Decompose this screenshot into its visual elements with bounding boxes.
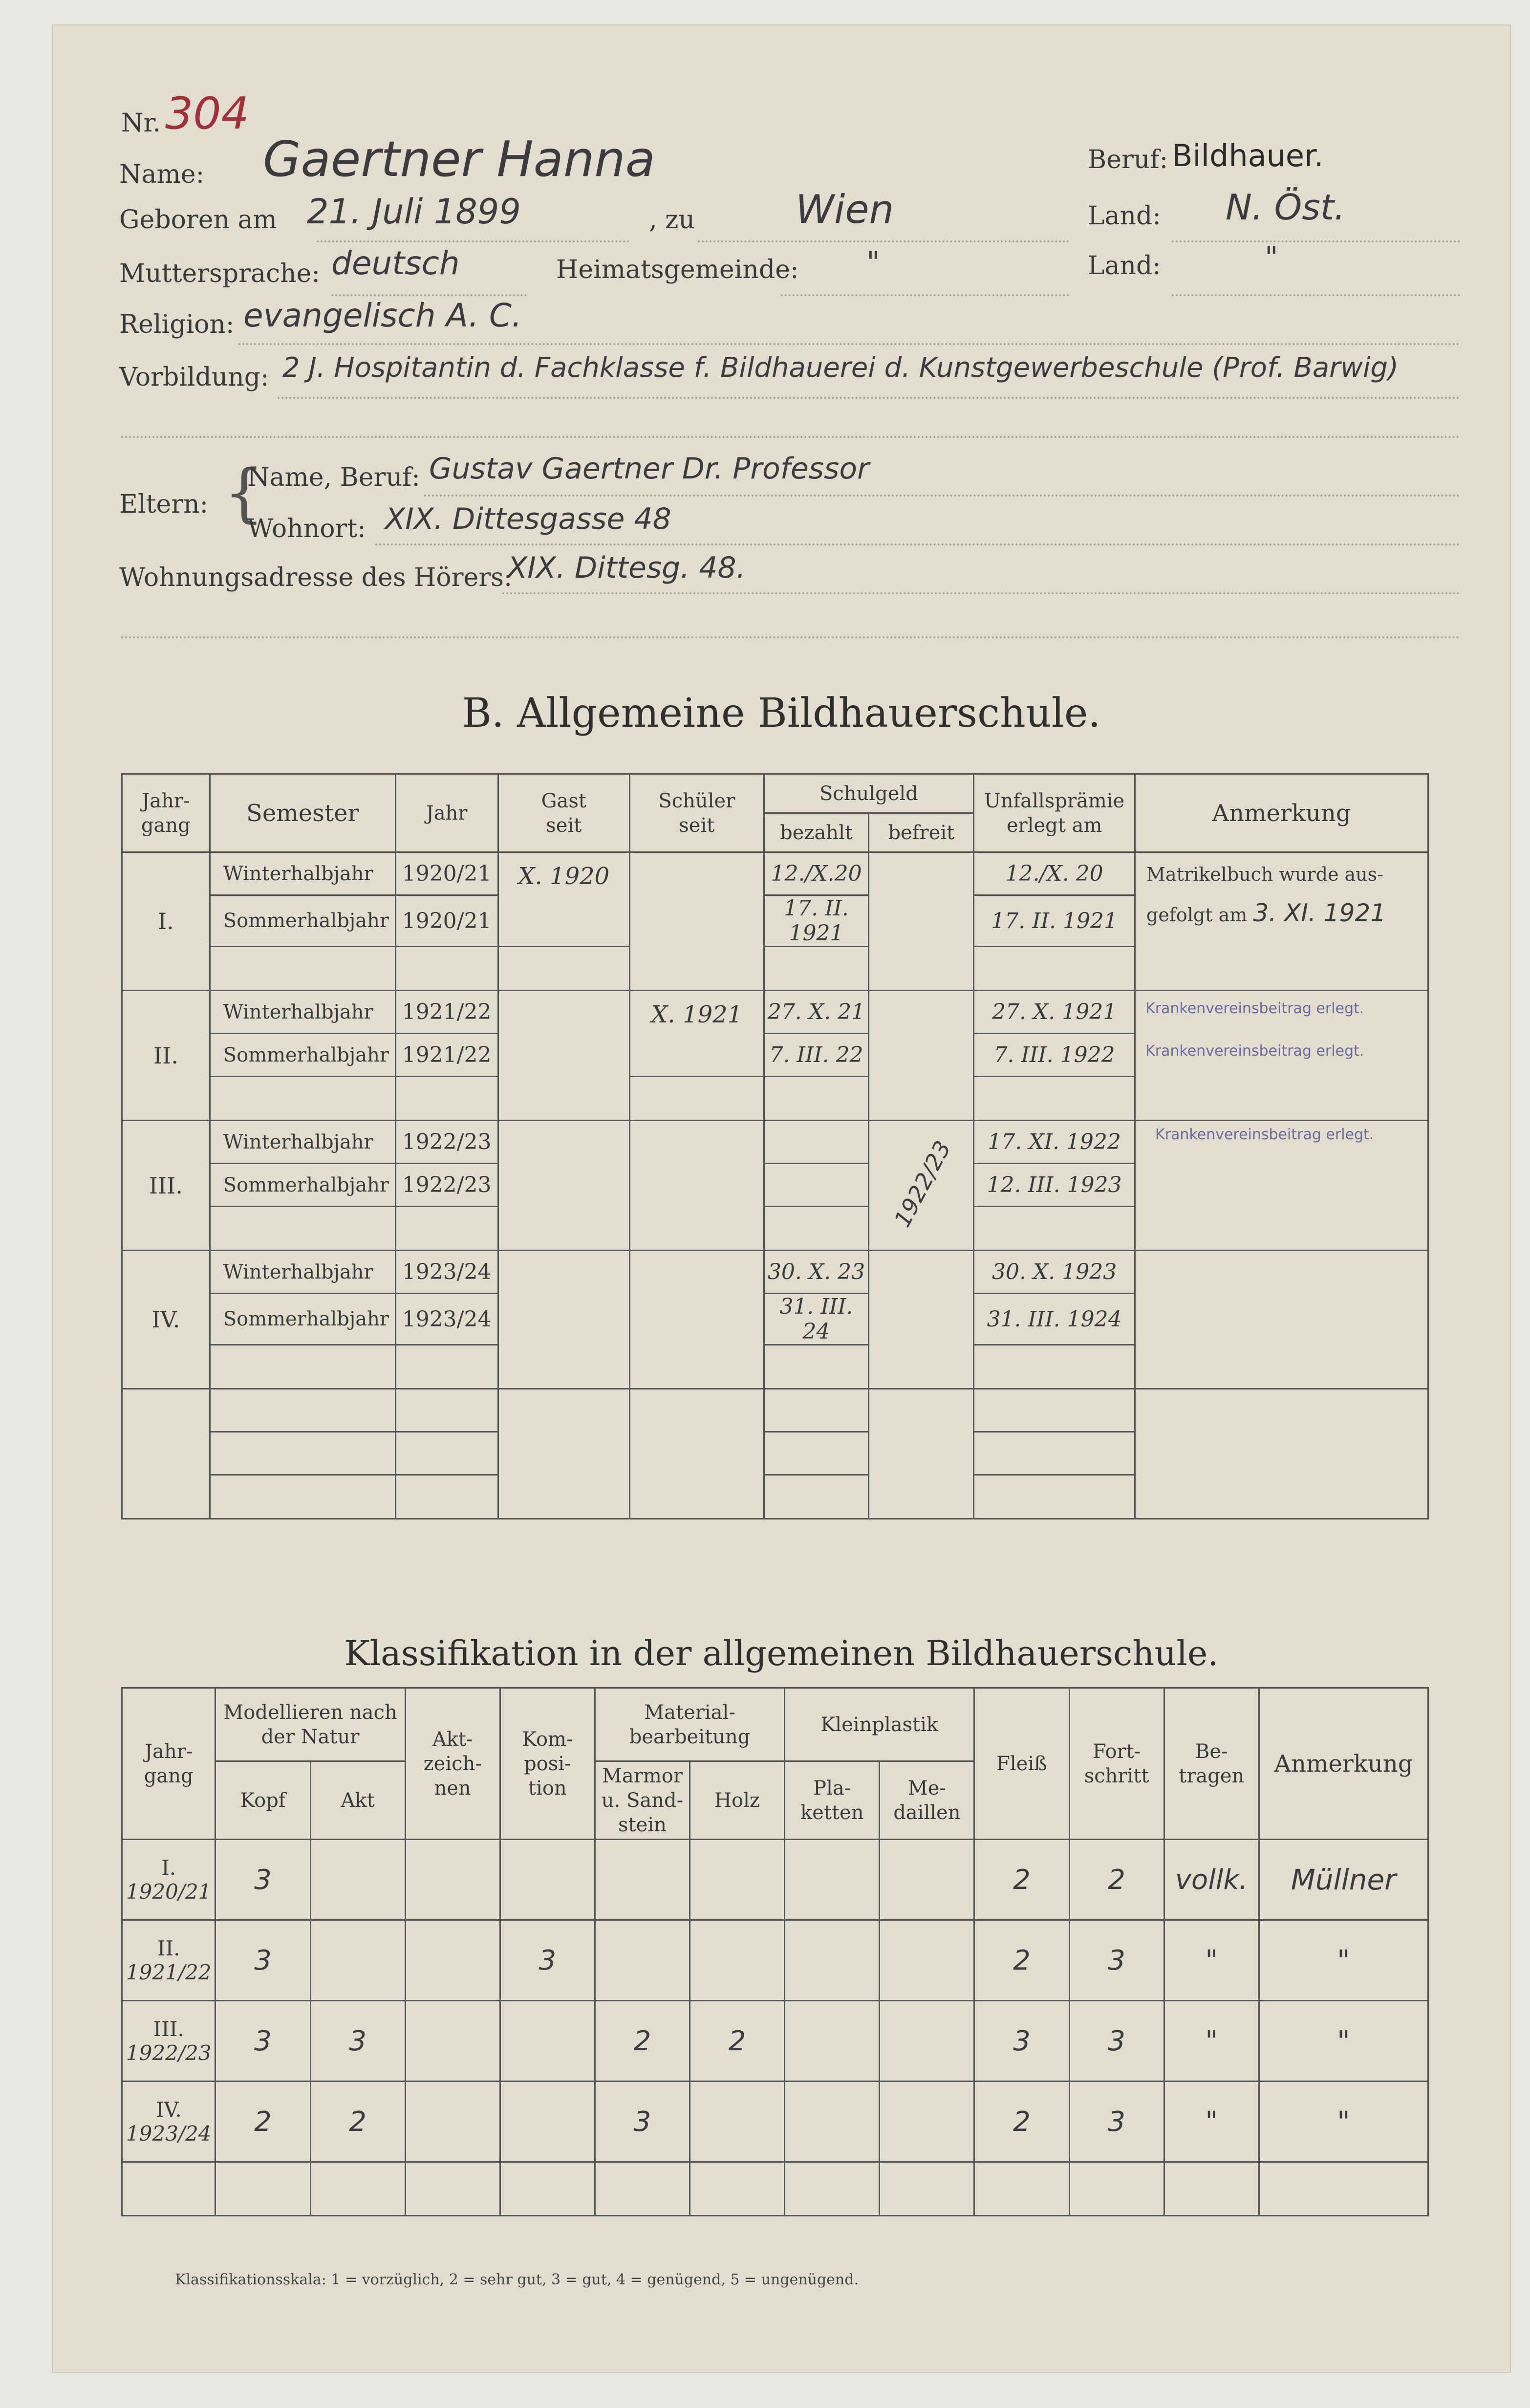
gast-seit (498, 1251, 629, 1389)
bezahlt-sommer: 7. III. 22 (764, 1034, 869, 1077)
semester-winter: Winterhalbjahr (210, 1121, 395, 1164)
empty-cell (310, 2162, 405, 2216)
k-aktz-cell (405, 2082, 500, 2162)
wohnungsadresse-value: XIX. Dittesg. 48. (507, 551, 746, 585)
header-semester: Semester (210, 774, 395, 852)
k-anm-cell: " (1259, 1920, 1428, 2001)
k-fleiss-cell: 2 (974, 1840, 1069, 1920)
unfall-sommer: 12. III. 1923 (974, 1164, 1135, 1207)
header-befreit: befreit (869, 813, 974, 852)
k-kopf-cell: 3 (215, 1920, 310, 2001)
k-header-material: Material- bearbeitung (595, 1688, 784, 1761)
bezahlt-sommer: 17. II. 1921 (764, 895, 869, 947)
jahr-sommer: 1922/23 (395, 1164, 498, 1207)
semester-sommer: Sommerhalbjahr (210, 1294, 395, 1345)
k-plak-cell (785, 1920, 880, 2001)
dotted-line (331, 294, 527, 296)
k-komp-cell: 3 (500, 1920, 595, 2001)
k-header-holz: Holz (690, 1761, 785, 1840)
unfall-sommer: 7. III. 1922 (974, 1034, 1135, 1077)
k-jahrgang-year: 1921/22 (126, 1960, 212, 1984)
schueler-seit (630, 852, 764, 991)
k-plak-cell (785, 1840, 880, 1920)
muttersprache-value: deutsch (331, 244, 460, 282)
empty-cell (395, 1077, 498, 1121)
k-jahrgang-roman: II. (157, 1936, 180, 1960)
empty-cell (690, 2162, 785, 2216)
empty-cell (764, 1432, 869, 1475)
header-jahrgang: Jahr- gang (122, 774, 210, 852)
bezahlt-winter (764, 1121, 869, 1164)
klassifikation-table (121, 1687, 1429, 2216)
empty-cell (974, 1345, 1135, 1389)
k-jahrgang-cell (122, 2001, 215, 2082)
k-marmor-cell: 2 (595, 2001, 690, 2082)
k-med-cell (880, 2082, 974, 2162)
klassifikation-row (122, 2001, 1428, 2082)
jahrgang-cell: IV. (122, 1251, 210, 1389)
jahr-winter: 1920/21 (395, 852, 498, 895)
empty-cell (1164, 2162, 1259, 2216)
empty-cell (215, 2162, 310, 2216)
unfall-winter: 27. X. 1921 (974, 991, 1135, 1034)
empty-cell (500, 2162, 595, 2216)
unfall-winter: 17. XI. 1922 (974, 1121, 1135, 1164)
befreit-value: 1922/23 (889, 1136, 956, 1232)
k-betr-cell: vollk. (1164, 1840, 1259, 1920)
stamp-krankenverein: Krankenvereinsbeitrag erlegt. (1155, 1126, 1374, 1143)
klassifikation-row (122, 1920, 1428, 2001)
dotted-line (121, 636, 1460, 638)
geboren-value: 21. Juli 1899 (307, 192, 521, 232)
dotted-line (121, 436, 1460, 438)
empty-cell (395, 947, 498, 991)
semester-table (121, 773, 1429, 1519)
schueler-seit (630, 1121, 764, 1251)
semester-sommer: Sommerhalbjahr (210, 895, 395, 947)
muttersprache-label: Muttersprache: (119, 259, 320, 288)
k-header-aktzeichnen: Akt- zeich- nen (405, 1688, 500, 1840)
header-unfall: Unfallsprämie erlegt am (974, 774, 1135, 852)
empty-cell (210, 1475, 395, 1519)
k-jahrgang-roman: I. (161, 1856, 176, 1880)
k-kopf-cell: 3 (215, 2001, 310, 2082)
jahr-sommer: 1923/24 (395, 1294, 498, 1345)
k-med-cell (880, 2001, 974, 2082)
k-aktz-cell (405, 1840, 500, 1920)
k-komp-cell (500, 2001, 595, 2082)
dotted-line (375, 543, 1460, 545)
eltern-name-label: Name, Beruf: (247, 463, 420, 492)
anmerkung-date: 3. XI. 1921 (1253, 899, 1386, 928)
beruf-value: Bildhauer. (1172, 138, 1324, 174)
k-jahrgang-cell (122, 1840, 215, 1920)
anmerkung-text: Matrikelbuch wurde aus- gefolgt am (1146, 864, 1383, 926)
k-akt-cell (310, 1840, 405, 1920)
k-fleiss-cell: 3 (974, 2001, 1069, 2082)
klassifikation-row (122, 2082, 1428, 2162)
nr-label: Nr. (121, 108, 161, 138)
unfall-winter: 30. X. 1923 (974, 1251, 1135, 1294)
k-komp-cell (500, 1840, 595, 1920)
semester-winter: Winterhalbjahr (210, 1251, 395, 1294)
k-betr-cell: " (1164, 2082, 1259, 2162)
k-header-anmerkung: Anmerkung (1259, 1688, 1428, 1840)
k-header-fleiss: Fleiß (974, 1688, 1069, 1840)
empty-cell (974, 1432, 1135, 1475)
religion-label: Religion: (119, 310, 235, 339)
k-marmor-cell: 3 (595, 2082, 690, 2162)
k-marmor-cell (595, 1840, 690, 1920)
dotted-line (781, 294, 1069, 296)
empty-cell (764, 1207, 869, 1251)
land-label: Land: (1088, 201, 1161, 231)
bezahlt-winter: 30. X. 23 (764, 1251, 869, 1294)
jahr-winter: 1922/23 (395, 1121, 498, 1164)
k-aktz-cell (405, 2001, 500, 2082)
gast-seit (498, 1121, 629, 1251)
eltern-brace: { (224, 456, 264, 530)
k-med-cell (880, 1920, 974, 2001)
k-holz-cell (690, 1920, 785, 2001)
record-sheet (52, 24, 1511, 2373)
k-fort-cell: 3 (1069, 2001, 1164, 2082)
k-jahrgang-cell (122, 1920, 215, 2001)
k-marmor-cell (595, 1920, 690, 2001)
bezahlt-winter: 12./X.20 (764, 852, 869, 895)
befreit (869, 991, 974, 1121)
unfall-winter: 12./X. 20 (974, 852, 1135, 895)
stamp-krankenverein: Krankenvereinsbeitrag erlegt. (1145, 1042, 1364, 1060)
k-jahrgang-roman: III. (153, 2017, 184, 2041)
empty-cell (630, 1077, 764, 1121)
jahr-sommer: 1920/21 (395, 895, 498, 947)
empty-cell (405, 2162, 500, 2216)
gast-seit (498, 991, 629, 1121)
empty-cell (210, 1389, 395, 1432)
k-jahrgang-year: 1922/23 (126, 2041, 212, 2065)
empty-cell (210, 1432, 395, 1475)
semester-winter: Winterhalbjahr (210, 991, 395, 1034)
dotted-line (317, 240, 629, 242)
semester-sommer: Sommerhalbjahr (210, 1164, 395, 1207)
wohnungsadresse-label: Wohnungsadresse des Hörers: (119, 563, 513, 592)
empty-cell (764, 947, 869, 991)
dotted-line (698, 240, 1069, 242)
unfall-sommer: 31. III. 1924 (974, 1294, 1135, 1345)
stamp-krankenverein: Krankenvereinsbeitrag erlegt. (1145, 1000, 1364, 1017)
empty-cell (595, 2162, 690, 2216)
k-header-betragen: Be- tragen (1164, 1688, 1259, 1840)
dotted-line (1172, 240, 1460, 242)
k-komp-cell (500, 2082, 595, 2162)
empty-cell (764, 1345, 869, 1389)
eltern-wohnort-label: Wohnort: (247, 514, 366, 543)
jahrgang-cell: I. (122, 852, 210, 991)
gast-seit: X. 1920 (498, 852, 629, 947)
nr-value: 304 (165, 88, 249, 139)
religion-value: evangelisch A. C. (243, 297, 522, 334)
header-bezahlt: bezahlt (764, 813, 869, 852)
header-anmerkung: Anmerkung (1135, 774, 1428, 852)
empty-cell (974, 1077, 1135, 1121)
k-akt-cell: 2 (310, 2082, 405, 2162)
anmerkung-cell (1135, 991, 1428, 1121)
empty-cell (974, 947, 1135, 991)
schueler-seit (630, 1251, 764, 1389)
empty-cell (210, 1345, 395, 1389)
empty-cell (764, 1077, 869, 1121)
dotted-line (278, 397, 1460, 399)
befreit-cell (869, 1121, 974, 1251)
heimatsgemeinde-label: Heimatsgemeinde: (556, 255, 799, 284)
bezahlt-winter: 27. X. 21 (764, 991, 869, 1034)
k-fleiss-cell: 2 (974, 2082, 1069, 2162)
klassifikation-title: Klassifikation in der allgemeinen Bildhauerschule. (344, 1633, 1219, 1673)
k-akt-cell: 3 (310, 2001, 405, 2082)
k-kopf-cell: 2 (215, 2082, 310, 2162)
empty-cell (210, 947, 395, 991)
k-fleiss-cell: 2 (974, 1920, 1069, 2001)
semester-sommer: Sommerhalbjahr (210, 1034, 395, 1077)
k-jahrgang-cell (122, 2082, 215, 2162)
anmerkung-matrikel (1135, 852, 1428, 991)
empty-cell (395, 1475, 498, 1519)
empty-cell (764, 1389, 869, 1432)
empty-cell (785, 2162, 880, 2216)
k-fort-cell: 3 (1069, 1920, 1164, 2001)
dotted-line (1172, 294, 1460, 296)
empty-cell (974, 1475, 1135, 1519)
empty-cell (974, 1207, 1135, 1251)
k-aktz-cell (405, 1920, 500, 2001)
empty-cell (210, 1207, 395, 1251)
k-jahrgang-roman: IV. (155, 2098, 182, 2122)
empty-cell (395, 1432, 498, 1475)
empty-cell (869, 1389, 974, 1519)
k-anm-cell: " (1259, 2082, 1428, 2162)
klassifikation-row (122, 1840, 1428, 1920)
header-jahr: Jahr (395, 774, 498, 852)
klassifikation-scale: Klassifikationsskala: 1 = vorzüglich, 2 = sehr gut, 3 = gut, 4 = genügend, 5 = ungenügend. (175, 2271, 859, 2288)
heimatsgemeinde-value: " (866, 245, 880, 280)
land2-label: Land: (1088, 251, 1161, 281)
k-header-plaketten: Pla- ketten (785, 1761, 880, 1840)
k-header-jahrgang: Jahr- gang (122, 1688, 215, 1840)
befreit (869, 852, 974, 991)
empty-cell (122, 2162, 215, 2216)
empty-cell (395, 1345, 498, 1389)
k-betr-cell: " (1164, 1920, 1259, 2001)
empty-cell (498, 947, 629, 991)
header-schulgeld: Schulgeld (764, 774, 974, 813)
empty-cell (630, 1389, 764, 1519)
header-schueler: Schüler seit (630, 774, 764, 852)
k-akt-cell (310, 1920, 405, 2001)
jahr-winter: 1923/24 (395, 1251, 498, 1294)
k-holz-cell (690, 2082, 785, 2162)
name-label: Name: (119, 160, 205, 189)
empty-cell (880, 2162, 974, 2216)
jahrgang-cell: III. (122, 1121, 210, 1251)
k-header-modellieren: Modellieren nach der Natur (215, 1688, 405, 1761)
k-holz-cell (690, 1840, 785, 1920)
name-value: Gaertner Hanna (263, 130, 655, 188)
bezahlt-sommer: 31. III. 24 (764, 1294, 869, 1345)
k-betr-cell: " (1164, 2001, 1259, 2082)
empty-cell (1069, 2162, 1164, 2216)
empty-cell (395, 1389, 498, 1432)
dotted-line (424, 495, 1460, 497)
empty-cell (210, 1077, 395, 1121)
empty-cell (395, 1207, 498, 1251)
eltern-wohnort-value: XIX. Dittesgasse 48 (385, 502, 671, 536)
vorbildung-value: 2 J. Hospitantin d. Fachklasse f. Bildhauerei d. Kunstgewerbeschule (Prof. Barwig) (282, 352, 1399, 384)
k-holz-cell: 2 (690, 2001, 785, 2082)
vorbildung-label: Vorbildung: (119, 363, 269, 392)
anmerkung-cell (1135, 1121, 1428, 1251)
empty-cell (122, 1389, 210, 1519)
empty-cell (974, 2162, 1069, 2216)
k-header-kopf: Kopf (215, 1761, 310, 1840)
jahr-winter: 1921/22 (395, 991, 498, 1034)
k-jahrgang-year: 1923/24 (126, 2122, 212, 2146)
empty-cell (974, 1389, 1135, 1432)
k-anm-cell: " (1259, 2001, 1428, 2082)
geboren-label: Geboren am (119, 205, 277, 235)
schueler-seit: X. 1921 (630, 991, 764, 1077)
empty-cell (498, 1389, 629, 1519)
k-header-fortschritt: Fort- schritt (1069, 1688, 1164, 1840)
land-value: N. Öst. (1226, 187, 1345, 228)
bezahlt-sommer (764, 1164, 869, 1207)
dotted-line (502, 592, 1460, 594)
eltern-label: Eltern: (119, 490, 209, 519)
k-header-komposition: Kom- posi- tion (500, 1688, 595, 1840)
k-anm-cell: Müllner (1259, 1840, 1428, 1920)
dotted-line (238, 343, 1460, 345)
jahrgang-cell: II. (122, 991, 210, 1121)
k-med-cell (880, 1840, 974, 1920)
zu-value: Wien (796, 187, 894, 232)
k-header-medaillen: Me- daillen (880, 1761, 974, 1840)
section-b-title: B. Allgemeine Bildhauerschule. (462, 690, 1101, 737)
empty-cell (1259, 2162, 1428, 2216)
unfall-sommer: 17. II. 1921 (974, 895, 1135, 947)
eltern-name-value: Gustav Gaertner Dr. Professor (429, 452, 869, 486)
empty-cell (764, 1475, 869, 1519)
k-header-marmor: Marmor u. Sand- stein (595, 1761, 690, 1840)
anmerkung-cell (1135, 1251, 1428, 1389)
jahr-sommer: 1921/22 (395, 1034, 498, 1077)
zu-label: , zu (649, 205, 695, 235)
k-jahrgang-year: 1920/21 (126, 1880, 212, 1904)
semester-winter: Winterhalbjahr (210, 852, 395, 895)
header-gast: Gast seit (498, 774, 629, 852)
k-fort-cell: 2 (1069, 1840, 1164, 1920)
k-plak-cell (785, 2082, 880, 2162)
k-fort-cell: 3 (1069, 2082, 1164, 2162)
empty-cell (1135, 1389, 1428, 1519)
befreit (869, 1251, 974, 1389)
beruf-label: Beruf: (1088, 145, 1168, 174)
land2-value: " (1265, 240, 1278, 275)
k-header-akt: Akt (310, 1761, 405, 1840)
k-header-kleinplastik: Kleinplastik (785, 1688, 974, 1761)
k-kopf-cell: 3 (215, 1840, 310, 1920)
k-plak-cell (785, 2001, 880, 2082)
